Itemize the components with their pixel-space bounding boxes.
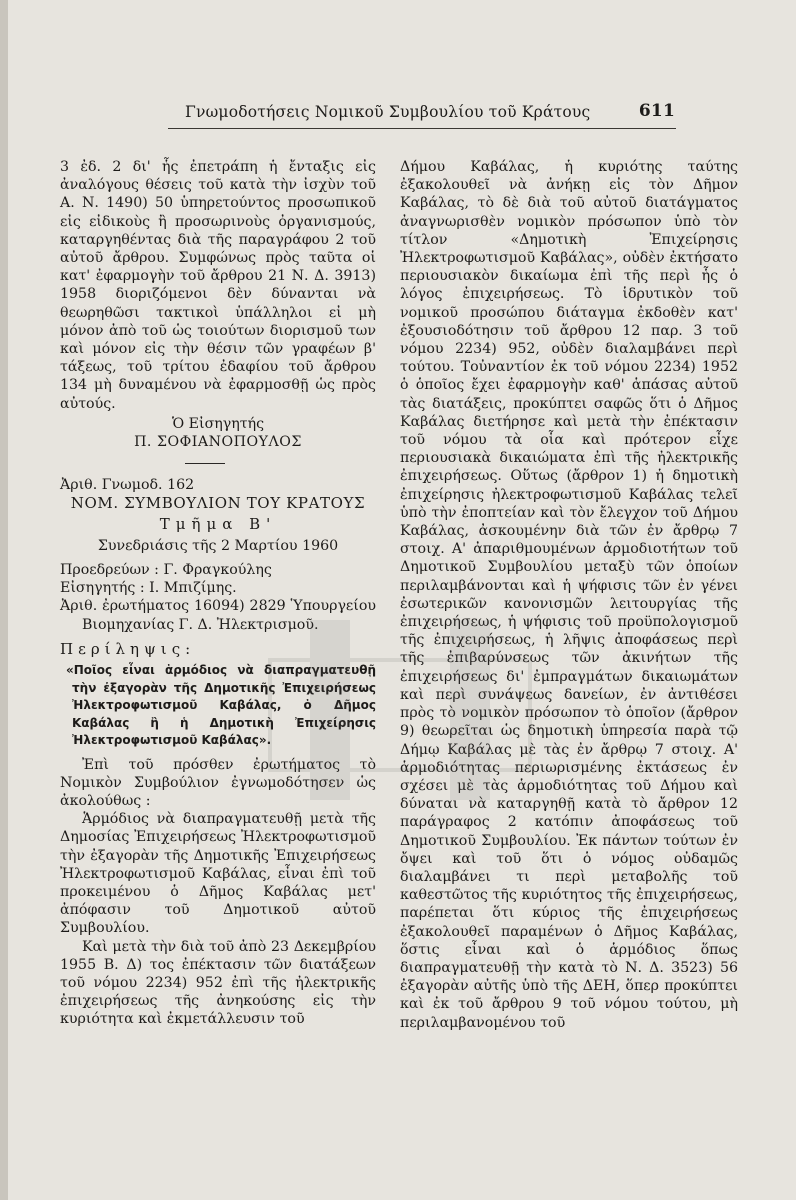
page-edge: [0, 0, 8, 1200]
query-line: Ἀριθ. ἐρωτήματος 16094) 2829 Ὑπουργείου Βιομηχανίας Γ. Δ. Ἠλεκτρισμοῦ.: [60, 598, 376, 633]
signature-name: Π. ΣΟΦΙΑΝΟΠΟΥΛΟΣ: [134, 434, 302, 451]
page-number: 611: [638, 101, 675, 121]
right-column: [400, 158, 738, 1032]
signature-role: Ὁ Εἰσηγητής: [171, 415, 265, 432]
rapporteur-line: Εἰσηγητής : Ι. Μπιζίμης.: [60, 580, 237, 597]
president-line: Προεδρεύων : Γ. Φραγκούλης: [60, 562, 272, 579]
running-title: Γνωμοδοτήσεις Νομικοῦ Συμβουλίου τοῦ Κράτους: [185, 103, 591, 121]
left-paragraph-3: Ἁρμόδιος νὰ διαπραγματευθῇ μετὰ τῆς Δημοσίας Ἐπιχειρήσεως Ἠλεκτροφωτισμοῦ τὴν ἐξαγορὰν τῆς Δημοτικῆς Ἐπιχειρήσεως Ἠλεκτροφωτισμοῦ Καβάλας, εἶναι ἐπὶ τοῦ προκειμένου ὁ Δῆμος Καβάλας μετ' ἀπόφασιν τοῦ Δημοτικοῦ αὐτοῦ Συμβουλίου.: [60, 811, 376, 937]
right-paragraph-1: Δήμου Καβάλας, ἡ κυριότης ταύτης ἐξακολουθεῖ νὰ ἀνήκῃ εἰς τὸν Δῆμον Καβάλας, τὸ δὲ διὰ τοῦ αὐτοῦ διατάγματος ἀναγνωρισθὲν νομικὸν πρόσωπον ὑπὸ τὸν τίτλον «Δημοτικὴ Ἐπιχείρησις Ἠλεκτροφωτισμοῦ Καβάλας», οὐδὲν ἐκτήσατο περιουσιακὸν δικαίωμα ἐπὶ τῆς περὶ ἧς ὁ λόγος ἐπιχειρήσεως. Τὸ ἱδρυτικὸν τοῦ νομικοῦ προσώπου διάταγμα ἐκδοθὲν κατ' ἐξουσιοδότησιν τοῦ ἄρθρου 12 παρ. 3 τοῦ νόμου 2234) 952, οὐδὲν διαλαμβάνει περὶ τούτου. Τοὐναντίον ἐκ τοῦ νόμου 2234) 1952 ὁ ὁποῖος ἔχει ἐφαρμογὴν καθ' ἁπάσας αὐτοῦ τὰς διατάξεις, προκύπτει σαφῶς ὅτι ὁ Δῆμος Καβάλας διετήρησε καὶ μετὰ τὴν ἐπέκτασιν τοῦ νόμου τὰ οἷα καὶ πρότερον εἶχε περιουσιακὰ δικαιώματα ἐπὶ τῆς ἠλεκτρικῆς ἐπιχειρήσεως. Οὕτως (ἄρθρον 1) ἡ δημοτικὴ ἐπιχείρησις ἠλεκτροφωτισμοῦ Καβάλας τελεῖ ὑπὸ τὴν ἐποπτείαν καὶ τὸν ἔλεγχον τοῦ Δήμου Καβάλας, ἀσκουμένην διὰ τῶν ἐν ἄρθρῳ 7 στοιχ. Α' ἀπαριθμουμένων ἁρμοδιοτήτων τοῦ Δημοτικοῦ Συμβουλίου μεταξὺ τῶν ὁποίων περιλαμβάνονται καὶ ἡ ψήφισις τῶν ἐν γένει ἐσωτερικῶν κανονισμῶν λειτουργίας τῆς ἐπιχειρήσεως, ἡ ψήφισις τοῦ προϋπολογισμοῦ τῆς ἐπιχειρήσεως, ἡ λῆψις ἀποφάσεως περὶ τῆς ἐπιβαρύνσεως τῶν ἀκινήτων τῆς ἐπιχειρήσεως δι' ἐμπραγμάτων δικαιωμάτων καὶ περὶ συνάψεως δανείων, ἐν ἀντιθέσει πρὸς τὸ νομικὸν πρόσωπον τὸ ὁποῖον (ἄρθρον 9) θεωρεῖται ὡς δημοτικὴ ὑπηρεσία παρὰ τῷ Δήμῳ Καβάλας μὲ τὰς ἐν ἄρθρῳ 7 στοιχ. Α' ἁρμοδιότητας περιωρισμένης ἐκτάσεως ἐν σχέσει μὲ τὰς ἁρμοδιότητας τοῦ Δήμου καὶ δύναται νὰ καταργηθῇ κατὰ τὸ ἄρθρον 12 παράγραφος 2 κατόπιν ἀποφάσεως τοῦ Δημοτικοῦ Συμβουλίου. Ἐκ πάντων τούτων ἐν ὄψει καὶ τοῦ ὅτι ὁ νόμος οὐδαμῶς διαλαμβάνει τι περὶ μεταβολῆς τοῦ καθεστῶτος τῆς κυριότητος τῆς ἐπιχειρήσεως, παρέπεται ὅτι κύριος τῆς ἐπιχειρήσεως ἐξακολουθεῖ παραμένων ὁ Δῆμος Καβάλας, ὅστις εἶναι καὶ ὁ ἁρμόδιος ὅπως διαπραγματευθῇ τὴν κατὰ τὸ Ν. Δ. 3523) 56 ἐξαγορὰν αὐτῆς ὑπὸ τῆς ΔΕΗ, ὅπερ προκύπτει καὶ ἐκ τοῦ ἄρθρου 9 τοῦ νόμου τούτου, μὴ περιλαμβανομένου τοῦ: [400, 159, 738, 1031]
left-column: [60, 158, 376, 1029]
summary-heading: Περίληψις:: [60, 639, 196, 658]
summary-text: «Ποῖος εἶναι ἁρμόδιος νὰ διαπραγματευθῇ τὴν ἐξαγορὰν τῆς Δημοτικῆς Ἐπιχειρήσεως Ἠλεκτροφωτισμοῦ Καβάλας, ὁ Δῆμος Καβάλας ἢ ἡ Δημοτικὴ Ἐπιχείρησις Ἠλεκτροφωτισμοῦ Καβάλας».: [66, 663, 376, 748]
section-title: Τμῆμα Β': [159, 514, 277, 533]
left-paragraph-4: Καὶ μετὰ τὴν διὰ τοῦ ἀπὸ 23 Δεκεμβρίου 1955 Β. Δ) τος ἐπέκτασιν τῶν διατάξεων τοῦ νόμου 2234) 952 ἐπὶ τῆς ἠλεκτρικῆς ἐπιχειρήσεως τῆς ἀνηκούσης εἰς τὴν κυριότητα καὶ ἐκμετάλλευσιν τοῦ: [60, 938, 376, 1028]
opinion-number: Ἀριθ. Γνωμοδ. 162: [60, 477, 195, 494]
left-paragraph-1: 3 ἐδ. 2 δι' ἧς ἐπετράπη ἡ ἔνταξις εἰς ἀναλόγους θέσεις τοῦ κατὰ τὴν ἰσχὺν τοῦ Α. Ν. 1490) 50 ὑπηρετούντος προσωπικοῦ εἰς εἰδικοὺς ἢ προσωρινοὺς ὀργανισμούς, καταργηθέντας διὰ τῆς παραγράφου 2 τοῦ αὐτοῦ ἄρθρου. Συμφώνως πρὸς ταῦτα οἱ κατ' ἐφαρμογὴν τοῦ ἄρθρου 21 Ν. Δ. 3913) 1958 διοριζόμενοι δὲν δύνανται νὰ θεωρηθῶσι τακτικοὶ ὑπάλληλοι εἰ μὴ μόνον ἀπὸ τοῦ ὡς τοιούτων διορισμοῦ των καὶ μόνον εἰς τὴν θέσιν τῶν γραφέων β' τάξεως, τοῦ τρίτου ἐδαφίου τοῦ ἄρθρου 134 μὴ δυναμένου νὰ ἐφαρμοσθῇ ὡς πρὸς αὐτούς.: [60, 159, 376, 412]
section-divider: [185, 463, 225, 464]
session-date: Συνεδριάσις τῆς 2 Μαρτίου 1960: [97, 537, 339, 554]
left-paragraph-2: Ἐπὶ τοῦ πρόσθεν ἐρωτήματος τὸ Νομικὸν Συμβούλιον ἐγνωμοδότησεν ὡς ἀκολούθως :: [60, 756, 376, 809]
header-rule: [168, 128, 676, 129]
council-title: ΝΟΜ. ΣΥΜΒΟΥΛΙΟΝ ΤΟΥ ΚΡΑΤΟΥΣ: [70, 494, 366, 513]
